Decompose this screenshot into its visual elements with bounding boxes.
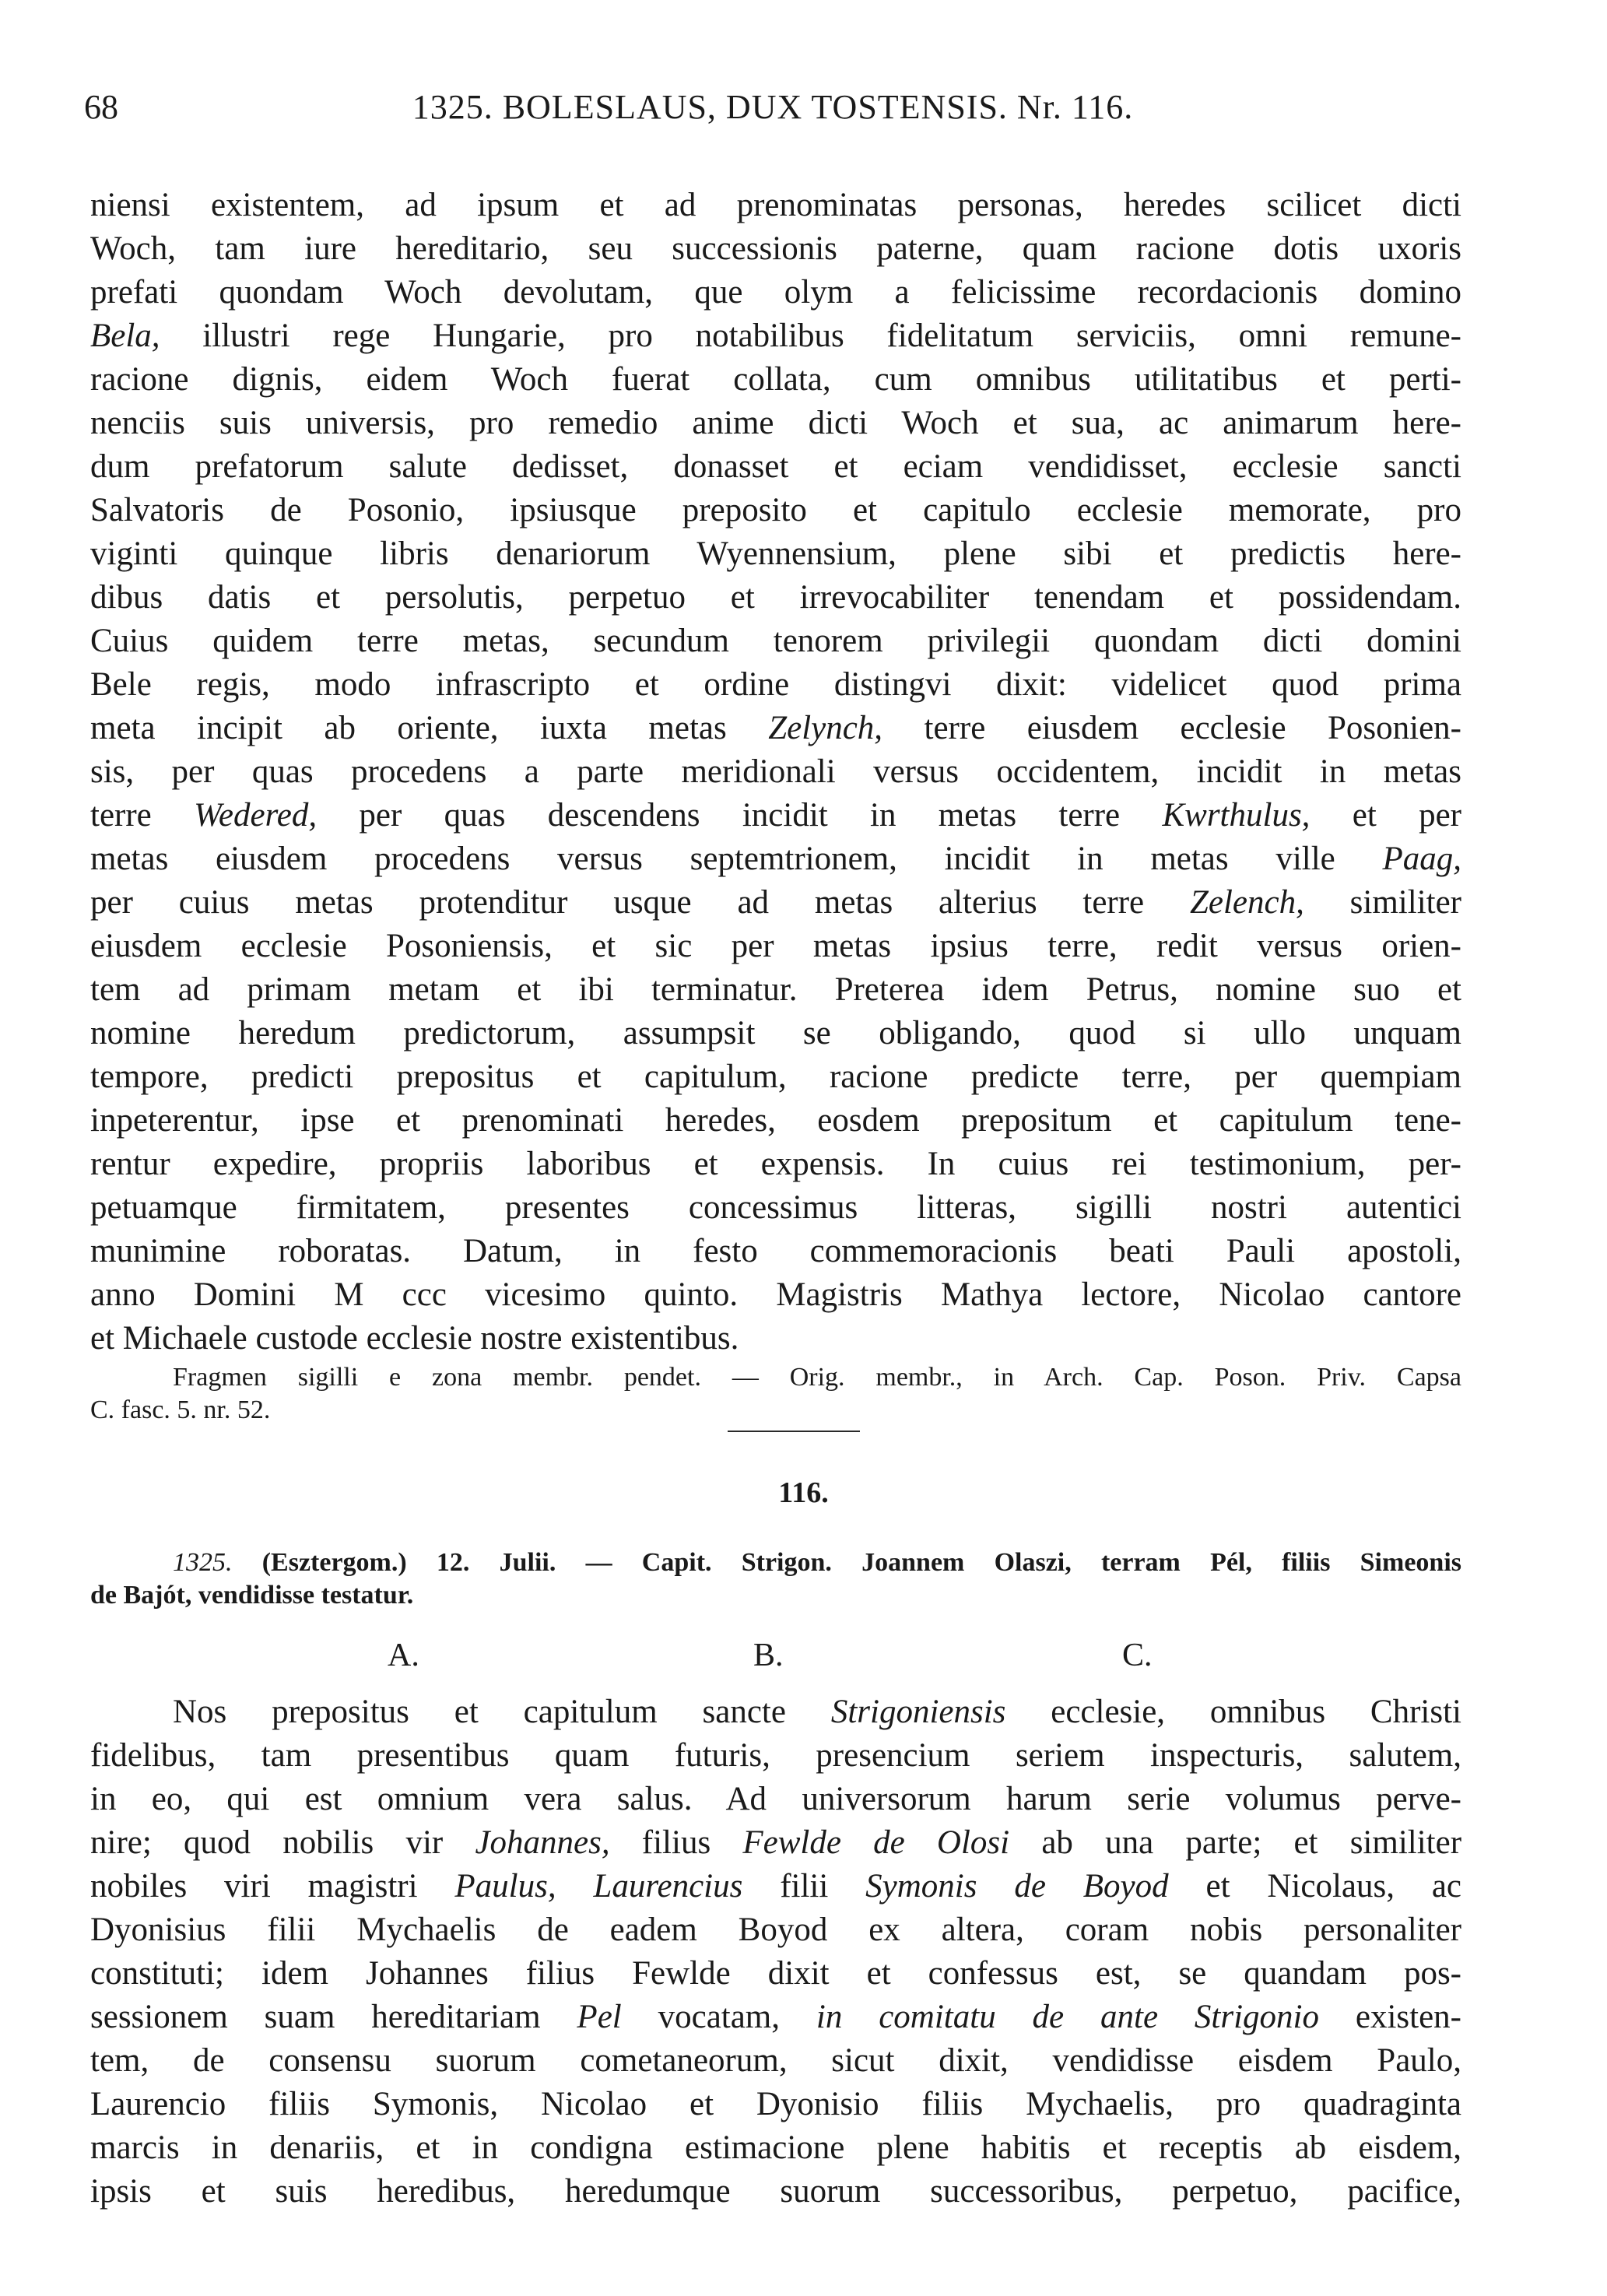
- footnote-line: C. fasc. 5. nr. 52.: [90, 1396, 271, 1424]
- regest-text: (Esztergom.) 12. Julii. — Capit. Strigon. Joannem Olaszi, terram Pél, filiis Simeonis: [232, 1548, 1461, 1577]
- text-line: munimine roboratas. Datum, in festo commemoracionis beati Pauli apostoli,: [90, 1233, 1461, 1269]
- text-line: Salvatoris de Posonio, ipsiusque preposito et capitulo ecclesie memorate, pro: [90, 492, 1461, 528]
- person-name: Paulus, Laurencius: [454, 1868, 743, 1905]
- text-line: metas eiusdem procedens versus septemtrionem, incidit in metas ville Paag,: [90, 841, 1461, 877]
- place-name: Paag,: [1382, 841, 1461, 877]
- person-name: Symonis de Boyod: [865, 1868, 1169, 1905]
- person-name: Johannes,: [475, 1824, 610, 1861]
- text-line: fidelibus, tam presentibus quam futuris, presencium seriem inspecturis, salutem,: [90, 1737, 1461, 1774]
- text-line: terre Wedered, per quas descendens incidit in metas terre Kwrthulus, et per: [90, 797, 1461, 834]
- text-line: Nos prepositus et capitulum sancte Strigoniensis ecclesie, omnibus Christi: [173, 1694, 1461, 1730]
- text-line: Cuius quidem terre metas, secundum tenorem privilegii quondam dicti domini: [90, 623, 1461, 659]
- variant-label: A.: [388, 1638, 419, 1673]
- text-line: tem ad primam metam et ibi terminatur. Preterea idem Petrus, nomine suo et: [90, 971, 1461, 1008]
- name-bela: Bela,: [90, 318, 160, 354]
- text-line: tempore, predicti prepositus et capitulum, racione predicte terre, per quempiam: [90, 1058, 1461, 1095]
- document-number: 116.: [778, 1476, 829, 1509]
- running-title: 1325. BOLESLAUS, DUX TOSTENSIS. Nr. 116.: [412, 88, 1134, 126]
- regest-date: 1325.: [173, 1548, 233, 1577]
- text-line: inpeterentur, ipse et prenominati heredes, eosdem prepositum et capitulum tene-: [90, 1102, 1461, 1139]
- text-line: prefati quondam Woch devolutam, que olym a felicissime recordacionis domino: [90, 274, 1461, 311]
- text-line: Dyonisius filii Mychaelis de eadem Boyod ex altera, coram nobis personaliter: [90, 1912, 1461, 1948]
- text-line: Woch, tam iure hereditario, seu successionis paterne, quam racione dotis uxoris: [90, 230, 1461, 267]
- page-header: [84, 87, 1461, 134]
- section-divider: [728, 1431, 860, 1432]
- text-line: per cuius metas protenditur usque ad metas alterius terre Zelench, similiter: [90, 884, 1461, 921]
- text-line: racione dignis, eidem Woch fuerat collata, cum omnibus utilitatibus et perti-: [90, 361, 1461, 398]
- footnote-line: Fragmen sigilli e zona membr. pendet. — Orig. membr., in Arch. Cap. Poson. Priv. Capsa: [173, 1363, 1461, 1392]
- text-line: sessionem suam hereditariam Pel vocatam, in comitatu de ante Strigonio existen-: [90, 1999, 1461, 2035]
- regest-text: de Bajót, vendidisse testatur.: [90, 1581, 414, 1610]
- text-line: niensi existentem, ad ipsum et ad prenominatas personas, heredes scilicet dicti: [90, 187, 1461, 223]
- text-variants: [0, 1637, 1607, 1676]
- text-line: marcis in denariis, et in condigna estimacione plene habitis et receptis ab eisdem,: [90, 2129, 1461, 2166]
- place-name: Wedered,: [194, 797, 318, 834]
- person-name: Fewlde de Olosi: [742, 1824, 1010, 1861]
- variant-label: B.: [753, 1638, 784, 1673]
- place-name: Strigoniensis: [830, 1694, 1006, 1730]
- text-line: viginti quinque libris denariorum Wyennensium, plene sibi et predictis here-: [90, 535, 1461, 572]
- text-line: nomine heredum predictorum, assumpsit se obligando, quod si ullo unquam: [90, 1015, 1461, 1051]
- text-line: sis, per quas procedens a parte meridionali versus occidentem, incidit in metas: [90, 753, 1461, 790]
- text-line: Bela, illustri rege Hungarie, pro notabilibus fidelitatum serviciis, omni remune-: [90, 318, 1461, 354]
- page-number: 68: [84, 88, 118, 126]
- place-name: Zelynch,: [768, 710, 883, 746]
- text-line: nobiles viri magistri Paulus, Laurencius filii Symonis de Boyod et Nicolaus, ac: [90, 1868, 1461, 1905]
- text-line: et Michaele custode ecclesie nostre existentibus.: [90, 1320, 739, 1357]
- text-line: ipsis et suis heredibus, heredumque suorum successoribus, perpetuo, pacifice,: [90, 2173, 1461, 2210]
- place-name: in comitatu de ante Strigonio: [816, 1999, 1319, 2035]
- regest-line: [173, 1547, 1461, 1578]
- text-line: tem, de consensu suorum cometaneorum, sicut dixit, vendidisse eisdem Paulo,: [90, 2042, 1461, 2079]
- text-line: dum prefatorum salute dedisset, donasset et eciam vendidisset, ecclesie sancti: [90, 448, 1461, 485]
- text-line: constituti; idem Johannes filius Fewlde dixit et confessus est, se quandam pos-: [90, 1955, 1461, 1992]
- text-line: nenciis suis universis, pro remedio anime dicti Woch et sua, ac animarum here-: [90, 405, 1461, 441]
- text-line: eiusdem ecclesie Posoniensis, et sic per metas ipsius terre, redit versus orien-: [90, 928, 1461, 964]
- text-line: anno Domini M ccc vicesimo quinto. Magistris Mathya lectore, Nicolao cantore: [90, 1276, 1461, 1313]
- text-line: in eo, qui est omnium vera salus. Ad universorum harum serie volumus perve-: [90, 1781, 1461, 1817]
- text-line: nire; quod nobilis vir Johannes, filius Fewlde de Olosi ab una parte; et similiter: [90, 1824, 1461, 1861]
- regest-line: [90, 1580, 1024, 1611]
- place-name: Zelench,: [1189, 884, 1304, 921]
- text-line: dibus datis et persolutis, perpetuo et irrevocabiliter tenendam et possidendam.: [90, 579, 1461, 616]
- text-line: Bele regis, modo infrascripto et ordine distingvi dixit: videlicet quod prima: [90, 666, 1461, 703]
- text-line: meta incipit ab oriente, iuxta metas Zelynch, terre eiusdem ecclesie Posonien-: [90, 710, 1461, 746]
- place-name: Pel: [577, 1999, 622, 2035]
- variant-label: C.: [1122, 1638, 1153, 1673]
- text-line: petuamque firmitatem, presentes concessimus litteras, sigilli nostri autentici: [90, 1189, 1461, 1226]
- text-line: rentur expedire, propriis laboribus et expensis. In cuius rei testimonium, per-: [90, 1146, 1461, 1182]
- place-name: Kwrthulus,: [1162, 797, 1311, 834]
- text-line: Laurencio filiis Symonis, Nicolao et Dyonisio filiis Mychaelis, pro quadraginta: [90, 2086, 1461, 2122]
